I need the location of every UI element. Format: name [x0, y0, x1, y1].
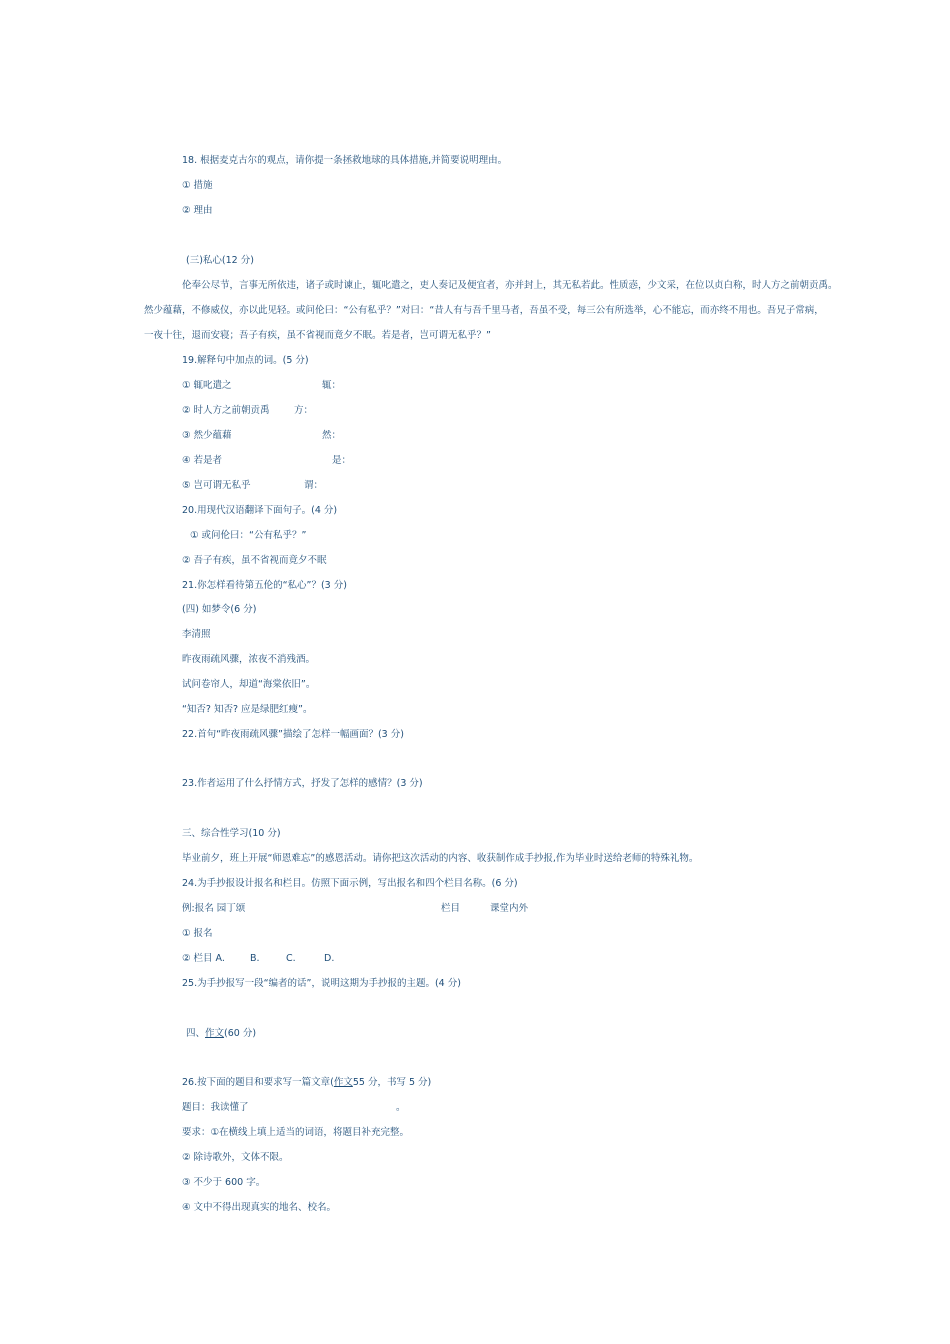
poem-line-2: 试问卷帘人，却道“海棠依旧”。 — [182, 679, 316, 690]
q24-example-name: 例:报名 园丁颂 — [182, 903, 246, 914]
part4-suffix: (60 分) — [224, 1028, 257, 1039]
q19-item-text: ② 时人方之前朝贡禹 — [182, 405, 270, 416]
q19-item-text: ③ 然少蕴藉 — [182, 430, 232, 441]
q26-suffix: 55 分，书写 5 分) — [352, 1077, 432, 1088]
section4-title: (四) 如梦令(6 分) — [182, 604, 257, 615]
q26-title-line — [182, 1101, 406, 1115]
q23-question: 23.作者运用了什么抒情方式，抒发了怎样的感情？(3 分) — [182, 778, 423, 789]
q18-measure: ① 措施 — [182, 180, 213, 191]
q24-column-c: C. — [286, 953, 296, 964]
poem-line-3: “知否? 知否? 应是绿肥红瘦”。 — [182, 704, 313, 715]
passage-line-3: 一夜十往，退而安寝；吾子有疾，虽不省视而竟夕不眠。若是者，岂可谓无私乎？” — [144, 330, 491, 341]
q19-item-word: 辄： — [322, 380, 342, 391]
q24-column-a: ② 栏目 A. — [182, 953, 225, 964]
q26-question — [182, 1076, 431, 1090]
q26-requirement-2: ② 除诗歌外，文体不限。 — [182, 1152, 289, 1163]
part4-prefix: 四、 — [186, 1028, 206, 1039]
q25-question: 25.为手抄报写一段“编者的话”，说明这期为手抄报的主题。(4 分) — [182, 978, 461, 989]
part3-intro: 毕业前夕，班上开展“师恩难忘”的感恩活动。请你把这次活动的内容、收获制作成手抄报,作为毕业时送给老师的特殊礼物。 — [182, 853, 699, 864]
q19-item-5 — [182, 479, 324, 493]
q19-item-text: ① 辄叱遣之 — [182, 380, 232, 391]
q19-item-text: ④ 若是者 — [182, 455, 223, 466]
q20-item-2: ② 吾子有疾，虽不省视而竟夕不眠 — [182, 555, 327, 566]
q19-question: 19.解释句中加点的词。(5 分) — [182, 355, 309, 366]
q26-requirement-3: ③ 不少于 600 字。 — [182, 1177, 266, 1188]
q18-reason: ② 理由 — [182, 205, 213, 216]
part4-title — [186, 1027, 256, 1041]
q19-item-text: ⑤ 岂可谓无私乎 — [182, 480, 251, 491]
passage-line-1: 伦奉公尽节，言事无所依违，诸子或时谏止，辄叱遣之，吏人奏记及便宜者，亦并封上，其无私若此。性质悫，少文采，在位以贞白称，时人方之前朝贡禹。 — [182, 280, 838, 291]
q19-item-word: 方： — [294, 405, 314, 416]
q19-item-word: 然： — [322, 430, 342, 441]
essay-link[interactable]: 作文 — [205, 1028, 225, 1039]
q26-prefix: 26.按下面的题目和要求写一篇文章( — [182, 1077, 334, 1088]
q19-item-4 — [182, 454, 352, 468]
q19-item-word: 谓： — [304, 480, 324, 491]
q24-columns-line — [182, 952, 335, 966]
part3-title: 三、综合性学习(10 分) — [182, 828, 281, 839]
q24-question: 24.为手抄报设计报名和栏目。仿照下面示例，写出报名和四个栏目名称。(6 分) — [182, 878, 518, 889]
q26-requirement-1: 要求：①在横线上填上适当的词语，将题目补充完整。 — [182, 1127, 410, 1138]
q24-column-d: D. — [324, 953, 335, 964]
poem-author: 李清照 — [182, 629, 211, 640]
q22-question: 22.首句“昨夜雨疏风骤”描绘了怎样一幅画面？(3 分) — [182, 729, 404, 740]
section3-title: (三)私心(12 分) — [186, 255, 254, 266]
passage-line-2: 然少蕴藉，不修威仪，亦以此见轻。或问伦曰：“公有私乎？”对曰：“昔人有与吾千里马者，吾虽不受，每三公有所选举，心不能忘，而亦终不用也。吾兄子常病， — [144, 305, 824, 316]
q24-example-column-label: 栏目 — [441, 903, 461, 914]
q20-item-1: ① 或问伦曰：“公有私乎？” — [190, 530, 307, 541]
q26-requirement-4: ④ 文中不得出现真实的地名、校名。 — [182, 1202, 337, 1213]
essay-link[interactable]: 作文 — [333, 1077, 353, 1088]
q19-item-2 — [182, 404, 314, 418]
q24-example-column-value: 课堂内外 — [490, 903, 529, 914]
q20-question: 20.用现代汉语翻译下面句子。(4 分) — [182, 505, 338, 516]
q26-title-end: 。 — [396, 1102, 406, 1113]
q19-item-3 — [182, 429, 342, 443]
q18-question: 18. 根据麦克古尔的观点，请你提一条拯救地球的具体措施,并简要说明理由。 — [182, 155, 508, 166]
q24-name-line: ① 报名 — [182, 928, 213, 939]
q19-item-word: 是： — [332, 455, 352, 466]
q19-item-1 — [182, 379, 342, 393]
q24-column-b: B. — [250, 953, 260, 964]
poem-line-1: 昨夜雨疏风骤，浓夜不消残酒。 — [182, 654, 316, 665]
q21-question: 21.你怎样看待第五伦的“私心”？(3 分) — [182, 580, 347, 591]
q26-title-label: 题目：我读懂了 — [182, 1102, 249, 1113]
